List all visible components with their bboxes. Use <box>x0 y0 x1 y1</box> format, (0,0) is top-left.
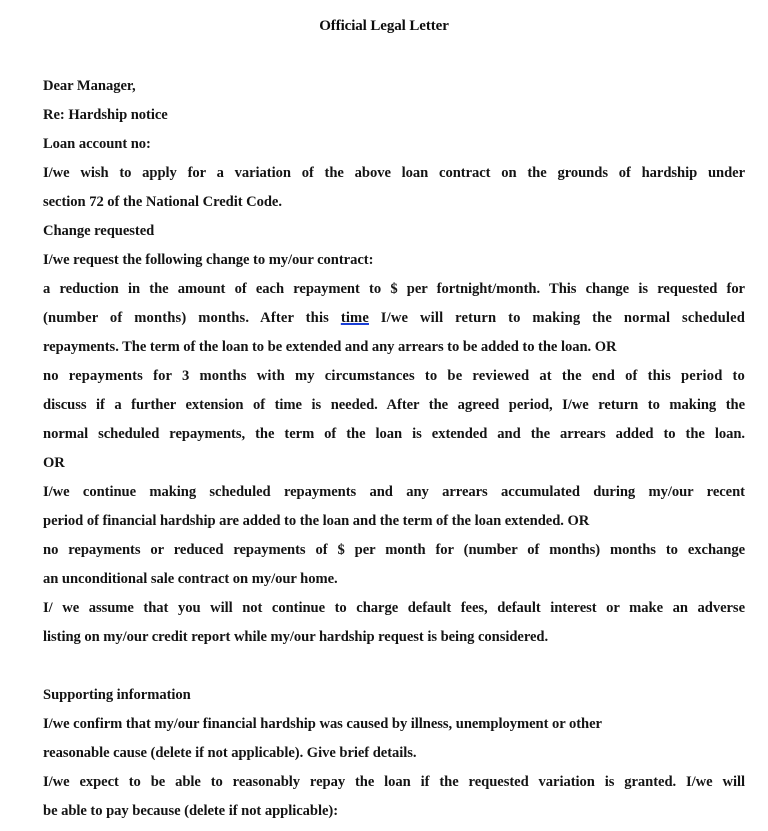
option-3-line-2: period of financial hardship are added to the loan and the term of the loan extended. OR <box>43 513 590 529</box>
supporting-paragraph-2-line-2: be able to pay because (delete if not applicable): <box>43 803 339 819</box>
option-2-line-4: OR <box>43 455 65 471</box>
option-1-line-1: a reduction in the amount of each repayment to $ per fortnight/month. This change is requested for <box>43 281 745 297</box>
option-3-line-1: I/we continue making scheduled repayments and any arrears accumulated during my/our recent <box>43 484 745 500</box>
option-2-line-3: normal scheduled repayments, the term of the loan is extended and the arrears added to the loan. <box>43 426 745 442</box>
option-1-line-2-post-link: I/we will return to making the normal scheduled <box>368 310 745 326</box>
supporting-paragraph-2-line-1: I/we expect to be able to reasonably repay the loan if the requested variation is granted. I/we will <box>43 774 745 790</box>
option-1-line-2 <box>43 304 745 333</box>
supporting-paragraph-1-line-2: reasonable cause (delete if not applicable). Give brief details. <box>43 745 417 761</box>
heading-change-requested: Change requested <box>43 223 155 239</box>
loan-account-label: Loan account no: <box>43 136 151 152</box>
assumption-line-1: I/ we assume that you will not continue to charge default fees, default interest or make an adverse <box>43 600 745 616</box>
letter-body <box>43 72 745 826</box>
page-title: Official Legal Letter <box>319 18 449 34</box>
option-4-line-2: an unconditional sale contract on my/our home. <box>43 571 338 587</box>
option-1-line-3: repayments. The term of the loan to be extended and any arrears to be added to the loan. OR <box>43 339 617 355</box>
option-1-line-2-pre-link: (number of months) months. After this <box>43 310 341 326</box>
intro-line-1: I/we wish to apply for a variation of the above loan contract on the grounds of hardship under <box>43 165 745 181</box>
time-link-text[interactable]: time <box>340 310 369 326</box>
option-4-line-1: no repayments or reduced repayments of $ per month for (number of months) months to exchange <box>43 542 745 558</box>
supporting-paragraph-1-line-1: I/we confirm that my/our financial hardship was caused by illness, unemployment or other <box>43 716 602 732</box>
change-requested-lead-in: I/we request the following change to my/our contract: <box>43 252 374 268</box>
intro-line-2: section 72 of the National Credit Code. <box>43 194 282 210</box>
paragraph-spacer <box>43 652 745 681</box>
subject-line: Re: Hardship notice <box>43 107 168 123</box>
option-2-line-2: discuss if a further extension of time is needed. After the agreed period, I/we return to making the <box>43 397 745 413</box>
assumption-line-2: listing on my/our credit report while my/our hardship request is being considered. <box>43 629 549 645</box>
salutation: Dear Manager, <box>43 78 136 94</box>
heading-supporting-information: Supporting information <box>43 687 191 703</box>
option-2-line-1: no repayments for 3 months with my circumstances to be reviewed at the end of this period to <box>43 368 745 384</box>
